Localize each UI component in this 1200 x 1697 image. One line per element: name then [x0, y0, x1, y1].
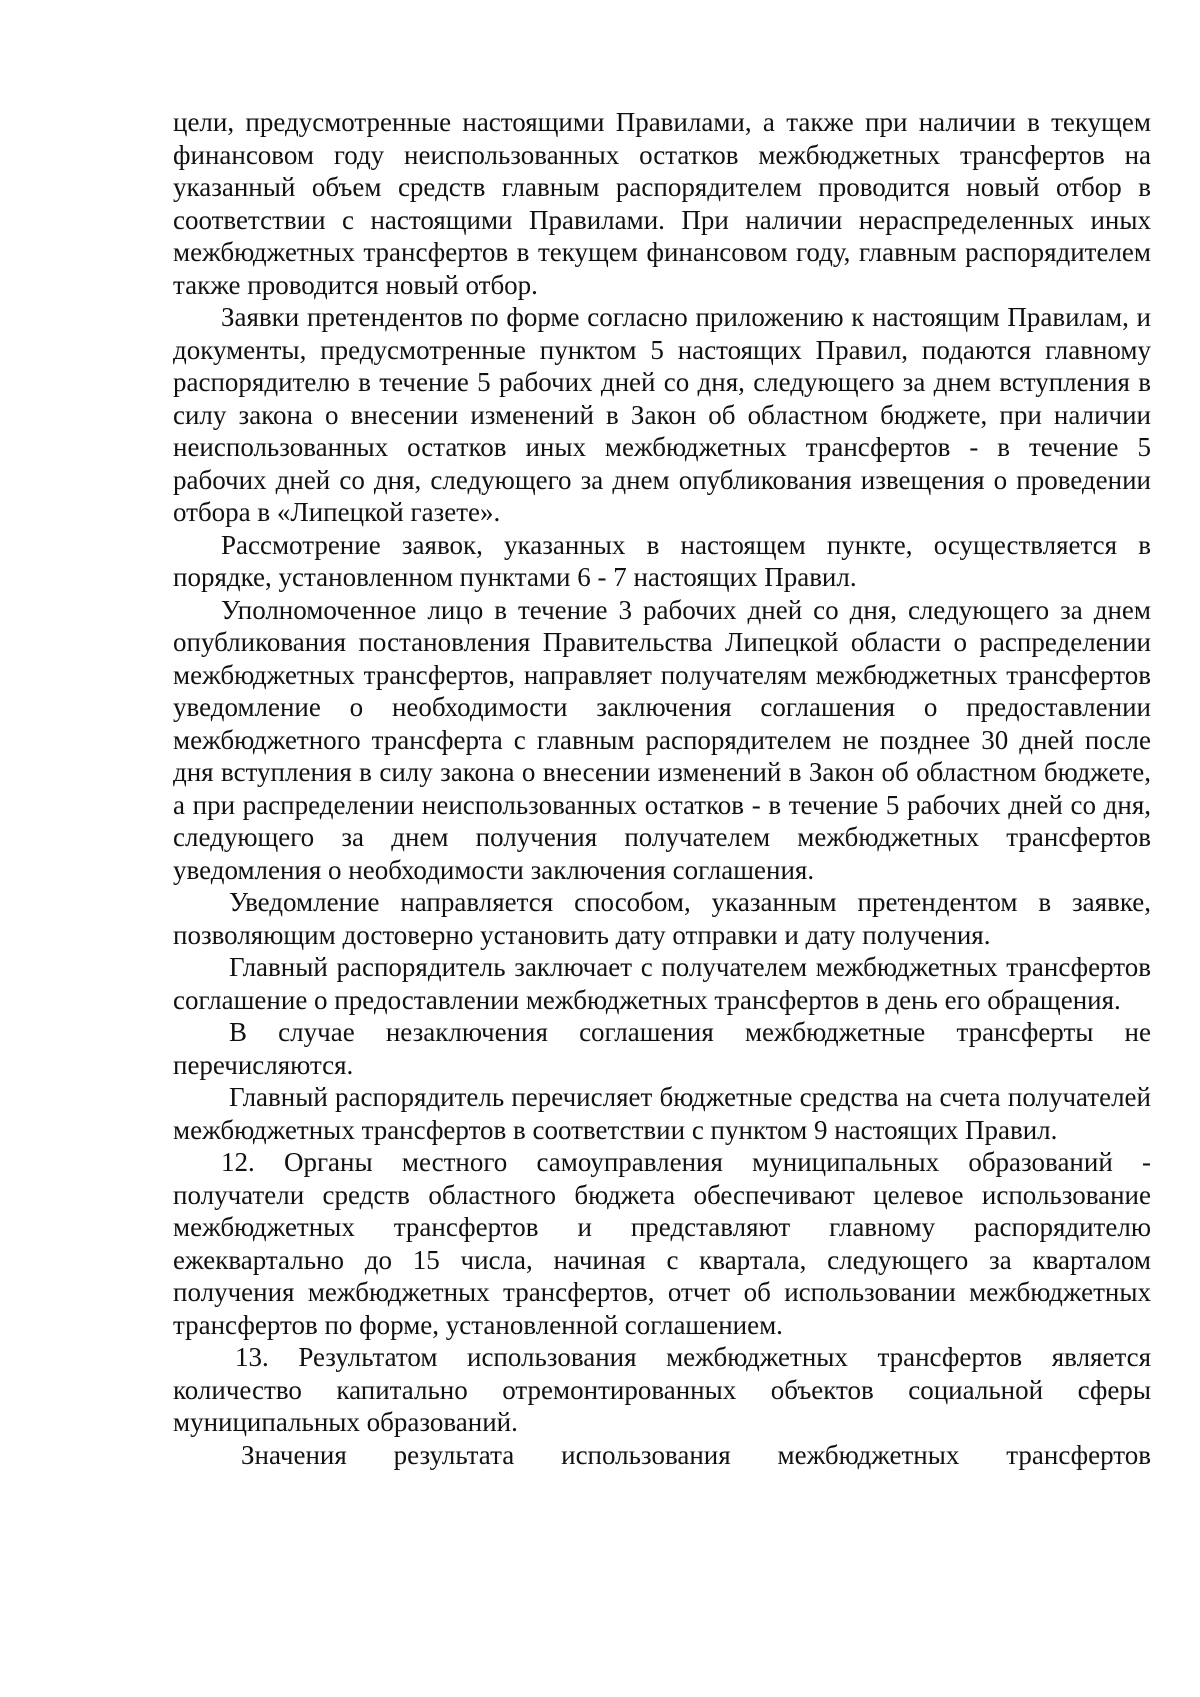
paragraph-authorized-person: Уполномоченное лицо в течение 3 рабочих дней со дня, следующего за днем опубликования постановления Правительства Липецкой области о распределении межбюджетных трансфертов, направляет получателям межбюджетных трансфертов уведомление о необходимости заключения соглашения о предоставлении межбюджетного трансферта с главным распорядителем не позднее 30 дней после дня вступления в силу закона о внесении изменений в Закон об областном бюджете, а при распределении неиспользованных остатков - в течение 5 рабочих дней со дня, следующего за днем получения получателем межбюджетных трансфертов уведомления о необходимости заключения соглашения. [173, 594, 1151, 885]
paragraph-review: Рассмотрение заявок, указанных в настоящем пункте, осуществляется в порядке, установленном пунктами 6 - 7 настоящих Правил. [173, 529, 1151, 592]
paragraph-item-13: 13. Результатом использования межбюджетных трансфертов является количество капитально отремонтированных объектов социальной сферы муниципальных образований. [173, 1342, 1151, 1437]
paragraph-transfer: Главный распорядитель перечисляет бюджетные средства на счета получателей межбюджетных трансфертов в соответствии с пунктом 9 настоящих Правил. [173, 1082, 1151, 1145]
document-page [173, 106, 1151, 1471]
paragraph-result-values: Значения результата использования межбюджетных трансфертов [241, 1439, 1151, 1470]
paragraph-notification: Уведомление направляется способом, указанным претендентом в заявке, позволяющим достоверно установить дату отправки и дату получения. [173, 887, 1151, 950]
paragraph-no-agreement: В случае незаключения соглашения межбюджетные трансферты не перечисляются. [173, 1017, 1151, 1080]
paragraph-item-12: 12. Органы местного самоуправления муниципальных образований - получатели средств областного бюджета обеспечивают целевое использование межбюджетных трансфертов и представляют главному распорядителю ежеквартально до 15 числа, начиная с квартала, следующего за кварталом получения межбюджетных трансфертов, отчет об использовании межбюджетных трансфертов по форме, установленной соглашением. [173, 1147, 1151, 1340]
paragraph-continuation: цели, предусмотренные настоящими Правилами, а также при наличии в текущем финансовом году неиспользованных остатков межбюджетных трансфертов на указанный объем средств главным распорядителем проводится новый отбор в соответствии с настоящими Правилами. При наличии нераспределенных иных межбюджетных трансфертов в текущем финансовом году, главным распорядителем также проводится новый отбор. [173, 107, 1151, 300]
paragraph-agreement: Главный распорядитель заключает с получателем межбюджетных трансфертов соглашение о предоставлении межбюджетных трансфертов в день его обращения. [173, 952, 1151, 1015]
paragraph-applications: Заявки претендентов по форме согласно приложению к настоящим Правилам, и документы, предусмотренные пунктом 5 настоящих Правил, подаются главному распорядителю в течение 5 рабочих дней со дня, следующего за днем вступления в силу закона о внесении изменений в Закон об областном бюджете, при наличии неиспользованных остатков иных межбюджетных трансфертов - в течение 5 рабочих дней со дня, следующего за днем опубликования извещения о проведении отбора в «Липецкой газете». [173, 302, 1151, 527]
